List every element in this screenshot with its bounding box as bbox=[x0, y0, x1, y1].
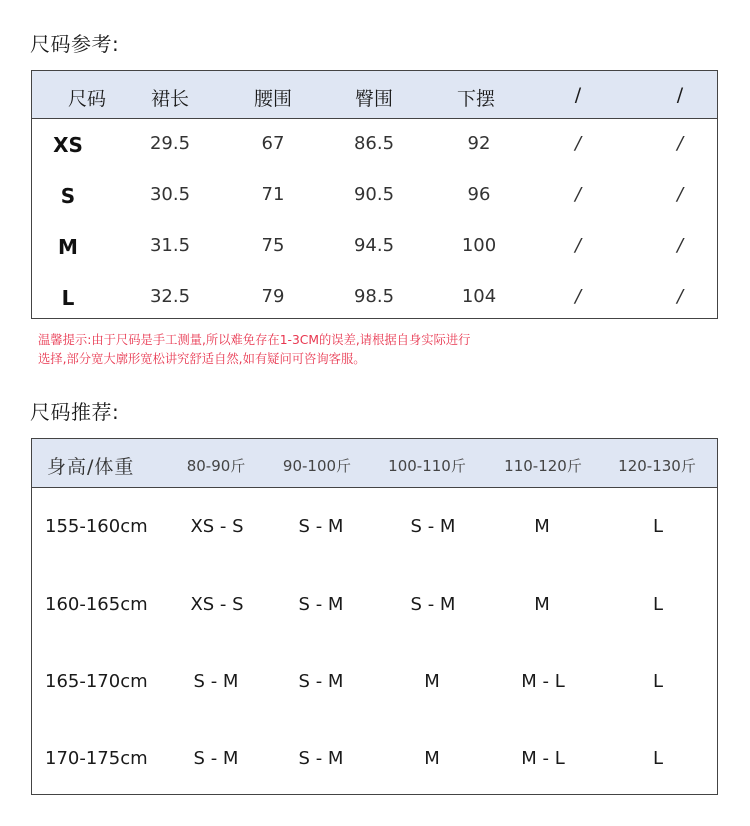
blank-value: / bbox=[574, 235, 582, 256]
blank-value: / bbox=[574, 286, 582, 307]
table-row bbox=[32, 170, 717, 221]
header-height-weight: 身高/体重 bbox=[47, 456, 135, 478]
size-recommendation-title: 尺码推荐: bbox=[30, 400, 120, 424]
height-range: 155-160cm bbox=[45, 516, 148, 537]
header-hip: 臀围 bbox=[354, 88, 394, 110]
table-row bbox=[32, 272, 717, 323]
recommended-size: M bbox=[424, 671, 440, 692]
hip-value: 86.5 bbox=[353, 133, 395, 154]
hem-value: 104 bbox=[461, 286, 497, 307]
recommended-size: L bbox=[652, 516, 664, 537]
recommended-size: XS - S bbox=[190, 516, 244, 537]
header-weight-range: 80-90斤 bbox=[186, 457, 246, 475]
header-hem: 下摆 bbox=[456, 88, 496, 110]
recommended-size: S - M bbox=[193, 671, 239, 692]
header-size: 尺码 bbox=[68, 88, 107, 110]
skirt-length-value: 32.5 bbox=[149, 286, 191, 307]
note-line: 选择,部分宽大廓形宽松讲究舒适自然,如有疑问可咨询客服。 bbox=[38, 352, 366, 366]
size-label: M bbox=[58, 235, 78, 259]
skirt-length-value: 29.5 bbox=[149, 133, 191, 154]
blank-value: / bbox=[676, 133, 684, 154]
recommended-size: L bbox=[652, 594, 664, 615]
recommended-size: S - M bbox=[298, 594, 344, 615]
header-skirt-length: 裙长 bbox=[150, 88, 190, 110]
skirt-length-value: 31.5 bbox=[149, 235, 191, 256]
table-row bbox=[32, 516, 717, 594]
note-line: 温馨提示:由于尺码是手工测量,所以难免存在1-3CM的误差,请根据自身实际进行 bbox=[38, 333, 471, 347]
header-weight-range: 110-120斤 bbox=[504, 457, 582, 475]
header-weight-range: 120-130斤 bbox=[618, 457, 696, 475]
size-reference-title: 尺码参考: bbox=[30, 32, 120, 56]
size-recommendation-table bbox=[31, 438, 718, 795]
table-row bbox=[32, 221, 717, 272]
recommended-size: S - M bbox=[410, 516, 456, 537]
size-reference-table bbox=[31, 70, 718, 319]
waist-value: 67 bbox=[261, 133, 285, 154]
skirt-length-value: 30.5 bbox=[149, 184, 191, 205]
recommended-size: L bbox=[652, 748, 664, 769]
header-blank: / bbox=[574, 84, 582, 106]
waist-value: 71 bbox=[261, 184, 285, 205]
hip-value: 94.5 bbox=[353, 235, 395, 256]
table-row bbox=[32, 594, 717, 672]
hem-value: 92 bbox=[467, 133, 491, 154]
recommended-size: L bbox=[652, 671, 664, 692]
recommended-size: M bbox=[534, 516, 550, 537]
height-range: 160-165cm bbox=[45, 594, 148, 615]
recommended-size: S - M bbox=[298, 748, 344, 769]
table-row bbox=[32, 671, 717, 749]
recommended-size: M - L bbox=[521, 748, 565, 769]
recommended-size: S - M bbox=[298, 671, 344, 692]
size-label: L bbox=[61, 286, 75, 310]
height-range: 165-170cm bbox=[45, 671, 148, 692]
table-row bbox=[32, 748, 717, 826]
recommended-size: S - M bbox=[298, 516, 344, 537]
blank-value: / bbox=[676, 184, 684, 205]
blank-value: / bbox=[676, 286, 684, 307]
blank-value: / bbox=[676, 235, 684, 256]
recommended-size: XS - S bbox=[190, 594, 244, 615]
recommended-size: S - M bbox=[193, 748, 239, 769]
header-weight-range: 100-110斤 bbox=[388, 457, 466, 475]
blank-value: / bbox=[574, 184, 582, 205]
measurement-note bbox=[38, 331, 470, 369]
blank-value: / bbox=[574, 133, 582, 154]
recommended-size: M bbox=[534, 594, 550, 615]
size-label: S bbox=[60, 184, 76, 208]
recommended-size: S - M bbox=[410, 594, 456, 615]
header-weight-range: 90-100斤 bbox=[282, 457, 352, 475]
hip-value: 90.5 bbox=[353, 184, 395, 205]
recommended-size: M bbox=[424, 748, 440, 769]
table-header bbox=[32, 71, 717, 119]
waist-value: 79 bbox=[261, 286, 285, 307]
waist-value: 75 bbox=[261, 235, 285, 256]
hip-value: 98.5 bbox=[353, 286, 395, 307]
header-blank: / bbox=[676, 84, 684, 106]
recommended-size: M - L bbox=[521, 671, 565, 692]
height-range: 170-175cm bbox=[45, 748, 148, 769]
size-label: XS bbox=[53, 133, 83, 157]
table-header bbox=[32, 439, 717, 488]
table-row bbox=[32, 119, 717, 170]
header-waist: 腰围 bbox=[253, 88, 293, 110]
hem-value: 96 bbox=[467, 184, 491, 205]
hem-value: 100 bbox=[461, 235, 497, 256]
